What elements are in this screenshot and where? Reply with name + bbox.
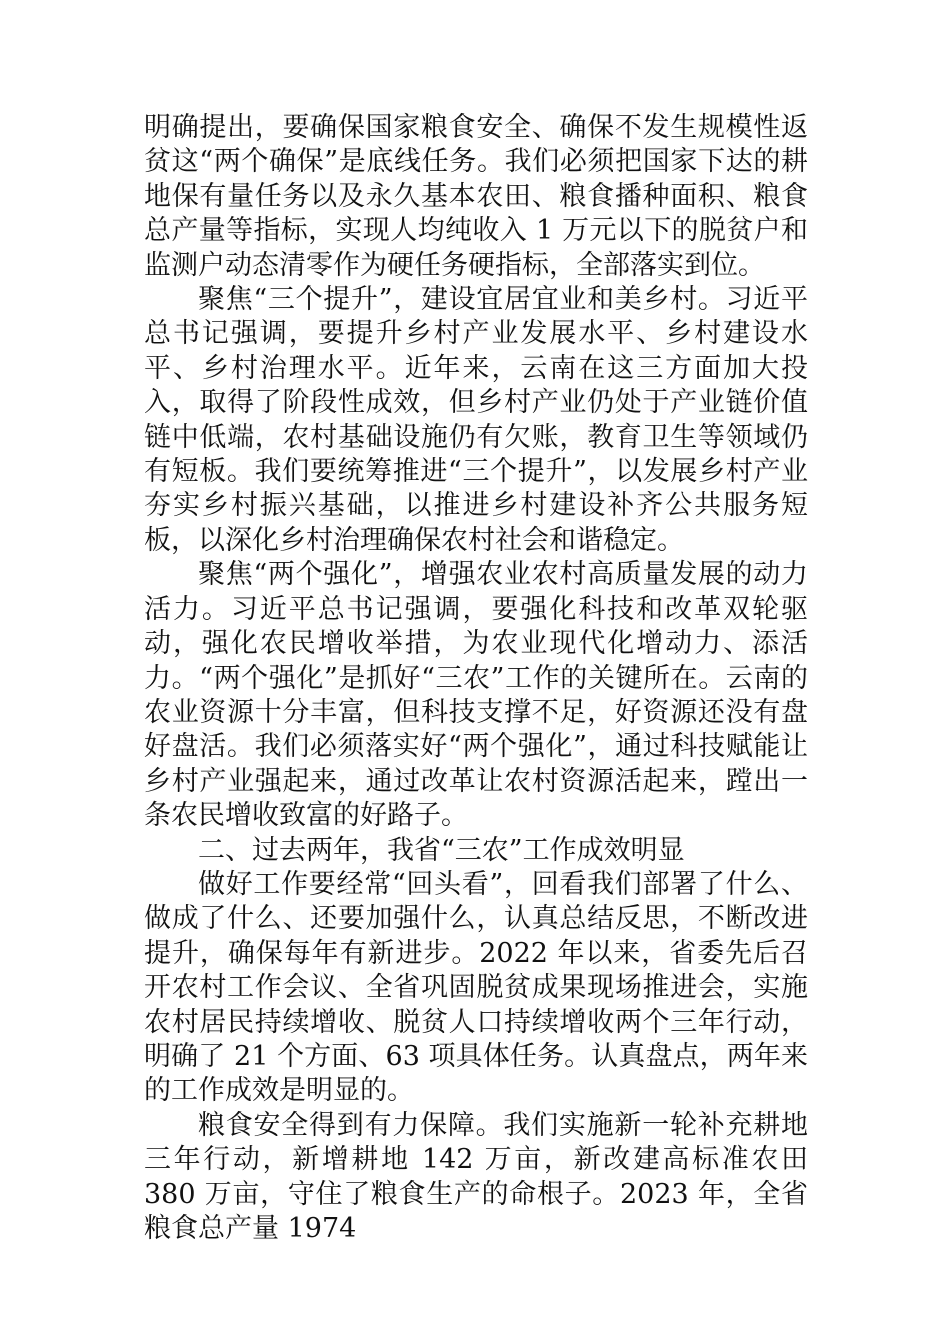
paragraph-two-strengthenings: 聚焦“两个强化”，增强农业农村高质量发展的动力活力。习近平总书记强调，要强化科技和改革双轮驱动，强化农民增收举措，为农业现代化增动力、添活力。“两个强化”是抓好“三农”工作的关键所在。云南的农业资源十分丰富，但科技支撑不足，好资源还没有盘好盘活。我们必须落实好“两个强化”，通过科技赋能让乡村产业强起来，通过改革让农村资源活起来，蹚出一条农民增收致富的好路子。 <box>144 559 808 832</box>
paragraph-1: 明确提出，要确保国家粮食安全、确保不发生规模性返贫这“两个确保”是底线任务。我们必须把国家下达的耕地保有量任务以及永久基本农田、粮食播种面积、粮食总产量等指标，实现人均纯收入 1 万元以下的脱贫户和监测户动态清零作为硬任务硬指标，全部落实到位。 <box>144 112 808 281</box>
paragraph-review: 做好工作要经常“回头看”，回看我们部署了什么、做成了什么、还要加强什么，认真总结反思，不断改进提升，确保每年有新进步。2022 年以来，省委先后召开农村工作会议、全省巩固脱贫成果现场推进会，实施农村居民持续增收、脱贫人口持续增收两个三年行动，明确了 21 个方面、63 项具体任务。认真盘点，两年来的工作成效是明显的。 <box>144 868 808 1107</box>
section-heading: 二、过去两年，我省“三农”工作成效明显 <box>198 834 685 866</box>
paragraph-three-improvements: 聚焦“三个提升”，建设宜居宜业和美乡村。习近平总书记强调，要提升乡村产业发展水平、乡村建设水平、乡村治理水平。近年来，云南在这三方面加大投入，取得了阶段性成效，但乡村产业仍处于产业链价值链中低端，农村基础设施仍有欠账，教育卫生等领域仍有短板。我们要统筹推进“三个提升”，以发展乡村产业夯实乡村振兴基础，以推进乡村建设补齐公共服务短板，以深化乡村治理确保农村社会和谐稳定。 <box>144 284 808 556</box>
body-text <box>144 111 808 1246</box>
paragraph-food-security: 粮食安全得到有力保障。我们实施新一轮补充耕地三年行动，新增耕地 142 万亩，新改建高标准农田 380 万亩，守住了粮食生产的命根子。2023 年，全省粮食总产量 1974 <box>144 1109 808 1244</box>
